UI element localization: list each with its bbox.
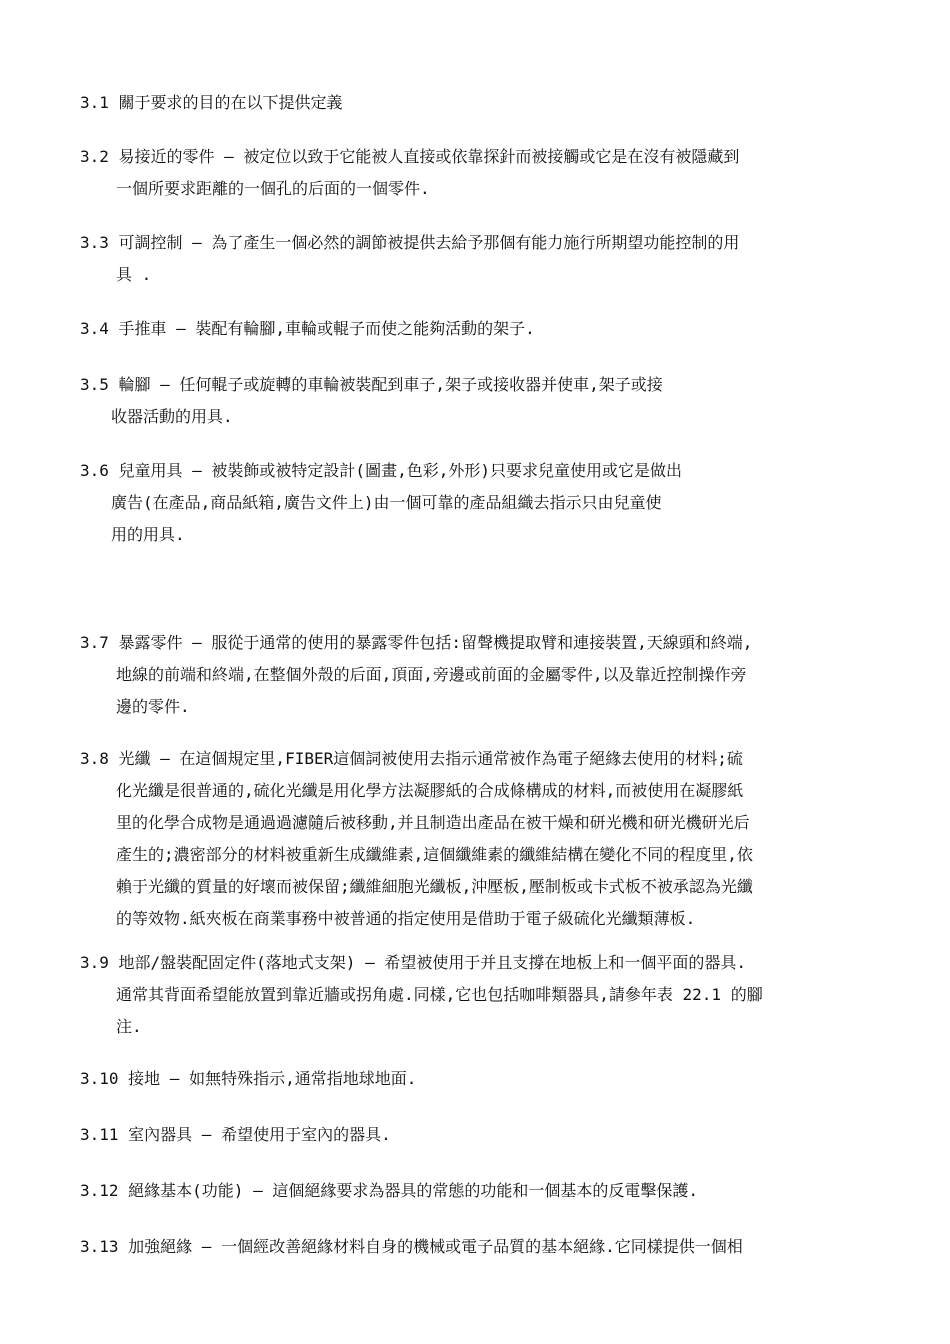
clause-line: 里的化學合成物是通過過濾隨后被移動,并且制造出產品在被干燥和研光機和研光機研光后: [116, 813, 750, 832]
clause-line: 通常其背面希望能放置到靠近牆或拐角處.同樣,它也包括咖啡類器具,請參年表 22.1 的腳: [116, 985, 763, 1004]
clause-line: 3.8 光纖 – 在這個規定里,FIBER這個詞被使用去指示通常被作為電子絕緣去使用的材料;硫: [80, 749, 743, 768]
clause-line: 3.5 輪腳 – 任何輥子或旋轉的車輪被裝配到車子,架子或接收器并使車,架子或接: [80, 375, 663, 394]
clause-line: 用的用具.: [111, 525, 185, 544]
clause-line: 3.6 兒童用具 – 被裝飾或被特定設計(圖畫,色彩,外形)只要求兒童使用或它是做出: [80, 461, 682, 480]
clause-line: 3.2 易接近的零件 – 被定位以致于它能被人直接或依靠探針而被接觸或它是在沒有被隱藏到: [80, 147, 740, 166]
clause-line: 3.12 絕緣基本(功能) – 這個絕緣要求為器具的常態的功能和一個基本的反電擊保護.: [80, 1181, 698, 1200]
clause-line: 產生的;濃密部分的材料被重新生成纖維素,這個纖維素的纖維結構在變化不同的程度里,依: [116, 845, 753, 864]
clause-line: 的等效物.紙夾板在商業事務中被普通的指定使用是借助于電子級硫化光纖類薄板.: [116, 909, 696, 928]
clause-line: 注.: [116, 1017, 142, 1036]
clause-line: 邊的零件.: [116, 697, 190, 716]
clause-line: 3.7 暴露零件 – 服從于通常的使用的暴露零件包括:留聲機提取臂和連接裝置,天線頭和終端,: [80, 633, 753, 652]
clause-line: 3.3 可調控制 – 為了產生一個必然的調節被提供去給予那個有能力施行所期望功能控制的用: [80, 233, 740, 252]
clause-line: 3.4 手推車 – 裝配有輪腳,車輪或輥子而使之能夠活動的架子.: [80, 319, 535, 338]
clause-line: 地線的前端和終端,在整個外殼的后面,頂面,旁邊或前面的金屬零件,以及靠近控制操作旁: [116, 665, 747, 684]
clause-line: 化光纖是很普通的,硫化光纖是用化學方法凝膠紙的合成條構成的材料,而被使用在凝膠紙: [116, 781, 744, 800]
clause-line: 賴于光纖的質量的好壞而被保留;纖維細胞光纖板,沖壓板,壓制板或卡式板不被承認為光纖: [116, 877, 753, 896]
clause-line: 3.13 加強絕緣 – 一個經改善絕緣材料自身的機械或電子品質的基本絕緣.它同樣提供一個相: [80, 1237, 743, 1256]
clause-line: 具 .: [116, 265, 152, 284]
clause-line: 3.11 室內器具 – 希望使用于室內的器具.: [80, 1125, 391, 1144]
clause-line: 一個所要求距離的一個孔的后面的一個零件.: [116, 179, 430, 198]
clause-line: 3.10 接地 – 如無特殊指示,通常指地球地面.: [80, 1069, 417, 1088]
clause-line: 收器活動的用具.: [111, 407, 233, 426]
clause-line: 3.1 關于要求的目的在以下提供定義: [80, 93, 343, 112]
clause-line: 廣告(在產品,商品紙箱,廣告文件上)由一個可靠的產品組織去指示只由兒童使: [111, 493, 662, 512]
clause-line: 3.9 地部/盤裝配固定件(落地式支架) – 希望被使用于并且支撐在地板上和一個平面的器具.: [80, 953, 746, 972]
